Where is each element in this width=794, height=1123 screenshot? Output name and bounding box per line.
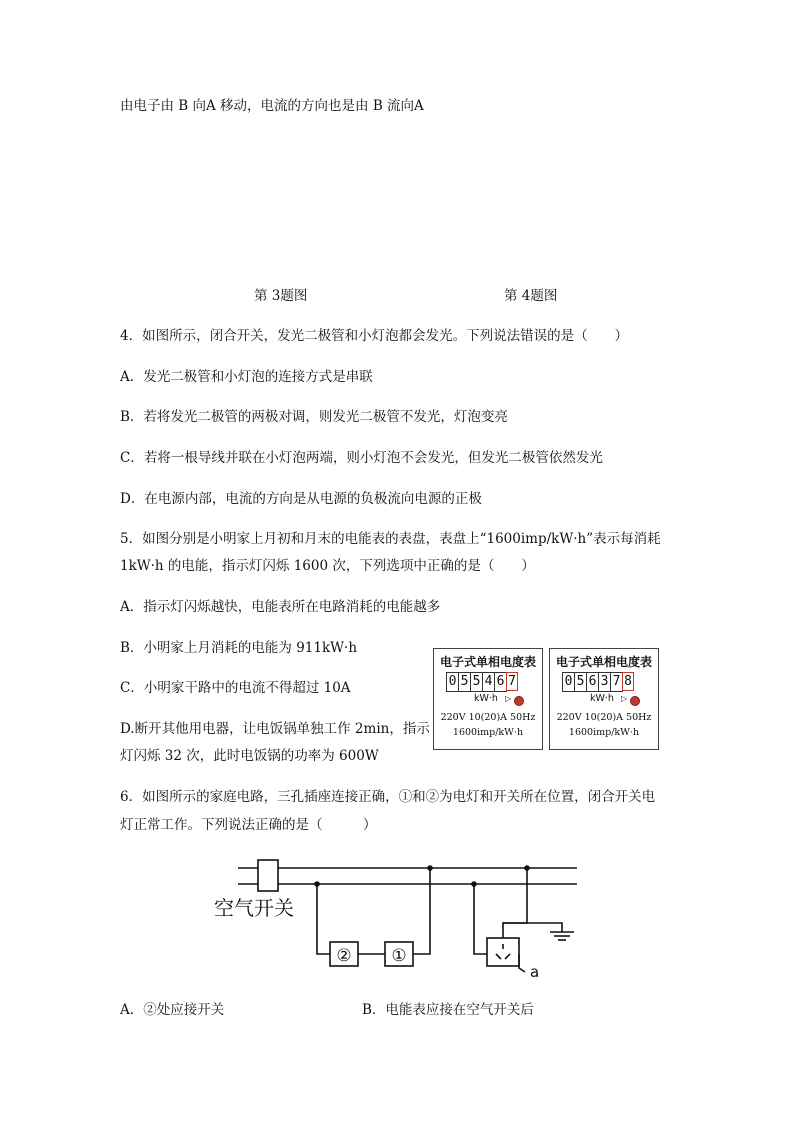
meter-digit: 0 [446, 672, 459, 692]
text-line-intro: 由电子由 B 向A 移动，电流的方向也是由 B 流向A [120, 98, 424, 114]
question-4-option-d: D．在电源内部，电流的方向是从电源的负极流向电源的正极 [120, 491, 482, 507]
meter-digit: 0 [562, 672, 575, 692]
question-5-option-a: A．指示灯闪烁越快，电能表所在电路消耗的电能越多 [120, 599, 441, 615]
question-5-option-b: B．小明家上月消耗的电能为 911kW·h [120, 640, 358, 656]
indicator-arrow-icon: ▷ [621, 694, 628, 703]
position-2-label: ② [336, 946, 352, 966]
question-6-option-b: B．电能表应接在空气开关后 [362, 1002, 534, 1018]
energy-meter-end [549, 648, 659, 750]
question-4-stem: 4．如图所示，闭合开关，发光二极管和小灯泡都会发光。下列说法错误的是（ ） [120, 328, 629, 344]
question-6-stem-line2: 灯正常工作。下列说法正确的是（ ） [120, 817, 377, 833]
air-breaker-label: 空气开关 [214, 896, 294, 920]
energy-meter-start [433, 648, 543, 750]
meter-digit: 5 [458, 672, 471, 692]
meter-digit: 3 [598, 672, 611, 692]
meter-unit: kW·h [590, 693, 614, 704]
air-breaker-icon [258, 860, 278, 891]
question-5-option-c: C．小明家干路中的电流不得超过 10A [120, 680, 351, 696]
meter-digit: 7 [610, 672, 623, 692]
meter-digit: 6 [586, 672, 599, 692]
meter-digit: 5 [574, 672, 587, 692]
indicator-light-icon [514, 696, 524, 706]
question-6-option-a: A．②处应接开关 [120, 1002, 225, 1018]
meter-impulse-rate: 1600imp/kW·h [568, 727, 640, 738]
branch-wire [317, 884, 330, 954]
meter-digits [446, 672, 517, 692]
question-5-stem-line1: 5．如图分别是小明家上月初和月末的电能表的表盘，表盘上“1600imp/kW·h”表示每消耗 [120, 531, 661, 547]
position-1-label: ① [391, 946, 407, 966]
meter-digit-decimal: 8 [622, 672, 634, 691]
question-5-option-d-line2: 灯闪烁 32 次，此时电饭锅的功率为 600W [120, 748, 379, 764]
figure-4-caption: 第 4题图 [504, 288, 558, 304]
indicator-arrow-icon: ▷ [505, 694, 512, 703]
meter-title: 电子式单相电度表 [555, 655, 652, 669]
question-5-stem-line2: 1kW·h 的电能，指示灯闪烁 1600 次，下列选项中正确的是（ ） [120, 558, 535, 574]
question-4-option-b: B．若将发光二极管的两极对调，则发光二极管不发光，灯泡变亮 [120, 409, 508, 425]
meter-digits [562, 672, 633, 692]
indicator-light-icon [630, 696, 640, 706]
meter-spec: 220V 10(20)A 50Hz [440, 712, 536, 723]
household-circuit-diagram [200, 850, 600, 990]
meter-digit: 4 [482, 672, 495, 692]
meter-digit-decimal: 7 [506, 672, 518, 691]
three-hole-socket-icon [487, 938, 519, 966]
meter-unit: kW·h [474, 693, 498, 704]
question-5-option-d-line1: D.断开其他用电器，让电饭锅单独工作 2min，指示 [120, 721, 430, 737]
question-4-option-a: A．发光二极管和小灯泡的连接方式是串联 [120, 369, 373, 385]
meter-digit: 6 [494, 672, 507, 692]
meter-digit: 5 [470, 672, 483, 692]
meter-title: 电子式单相电度表 [439, 655, 536, 669]
figure-3-caption: 第 3题图 [254, 288, 308, 304]
meter-spec: 220V 10(20)A 50Hz [556, 712, 652, 723]
question-4-option-c: C．若将一根导线并联在小灯泡两端，则小灯泡不会发光，但发光二极管依然发光 [120, 450, 603, 466]
question-6-stem-line1: 6．如图所示的家庭电路，三孔插座连接正确，①和②为电灯和开关所在位置，闭合开关电 [120, 789, 656, 805]
meter-impulse-rate: 1600imp/kW·h [452, 727, 524, 738]
socket-terminal-label: a [530, 963, 540, 981]
